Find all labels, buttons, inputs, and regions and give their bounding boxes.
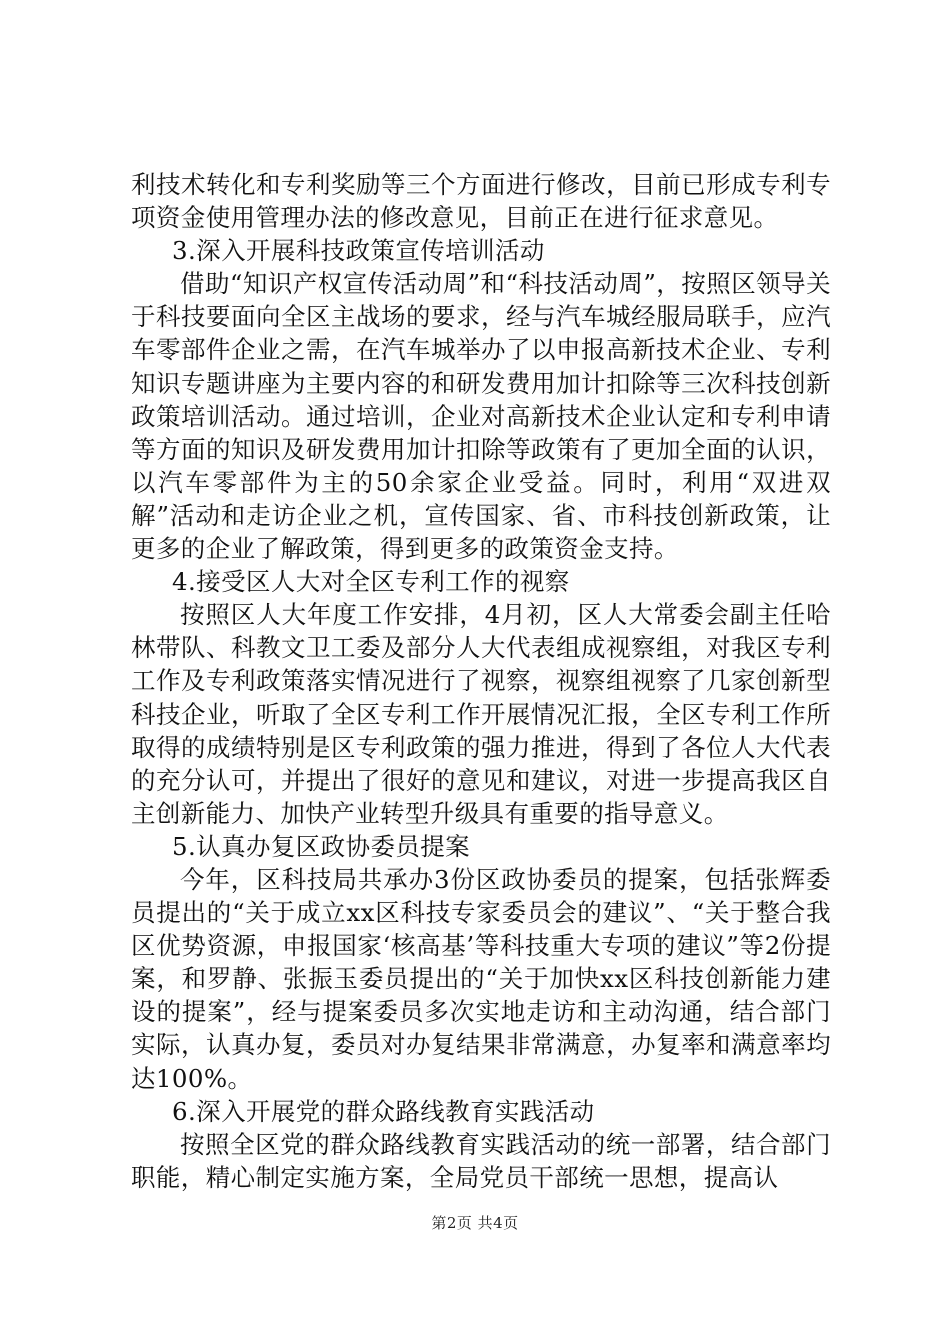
page-footer: 第2页 共4页 (431, 1214, 519, 1232)
document-body (131, 168, 831, 1194)
section-heading-5: 5.认真办复区政协委员提案 (172, 831, 471, 861)
section-heading-4: 4.接受区人大对全区专利工作的视察 (172, 567, 570, 597)
paragraph-inspection: 按照区人大年度工作安排，4月初，区人大常委会副主任哈林带队、科教文卫工委及部分人大代表组成视察组，对我区专利工作及专利政策落实情况进行了视察，视察组视察了几家创新型科技企业，听取了全区专利工作开展情况汇报，全区专利工作所取得的成绩特别是区专利政策的强力推进，得到了各位人大代表的充分认可，并提出了很好的意见和建议，对进一步提高我区自主创新能力、加快产业转型升级具有重要的指导意义。 (131, 600, 831, 828)
paragraph-continuation: 利技术转化和专利奖励等三个方面进行修改，目前已形成专利专项资金使用管理办法的修改意见，目前正在进行征求意见。 (131, 170, 831, 233)
section-heading-3: 3.深入开展科技政策宣传培训活动 (172, 236, 545, 266)
section-heading-6: 6.深入开展党的群众路线教育实践活动 (172, 1096, 595, 1126)
paragraph-education: 按照全区党的群众路线教育实践活动的统一部署，结合部门职能，精心制定实施方案，全局党员干部统一思想，提高认 (131, 1129, 831, 1192)
paragraph-proposals: 今年，区科技局共承办3份区政协委员的提案，包括张辉委员提出的“关于成立xx区科技专家委员会的建议”、“关于整合我区优势资源，申报国家‘核高基’等科技重大专项的建议”等2份提案，和罗静、张振玉委员提出的“关于加快xx区科技创新能力建设的提案”，经与提案委员多次实地走访和主动沟通，结合部门实际，认真办复，委员对办复结果非常满意，办复率和满意率均达100%。 (131, 864, 831, 1093)
paragraph-training: 借助“知识产权宣传活动周”和“科技活动周”，按照区领导关于科技要面向全区主战场的要求，经与汽车城经服局联手，应汽车零部件企业之需，在汽车城举办了以申报高新技术企业、专利知识专题讲座为主要内容的和研发费用加计扣除等三次科技创新政策培训活动。通过培训，企业对高新技术企业认定和专利申请等方面的知识及研发费用加计扣除等政策有了更加全面的认识，以汽车零部件为主的50余家企业受益。同时，利用“双进双解”活动和走访企业之机，宣传国家、省、市科技创新政策，让更多的企业了解政策，得到更多的政策资金支持。 (131, 269, 831, 564)
